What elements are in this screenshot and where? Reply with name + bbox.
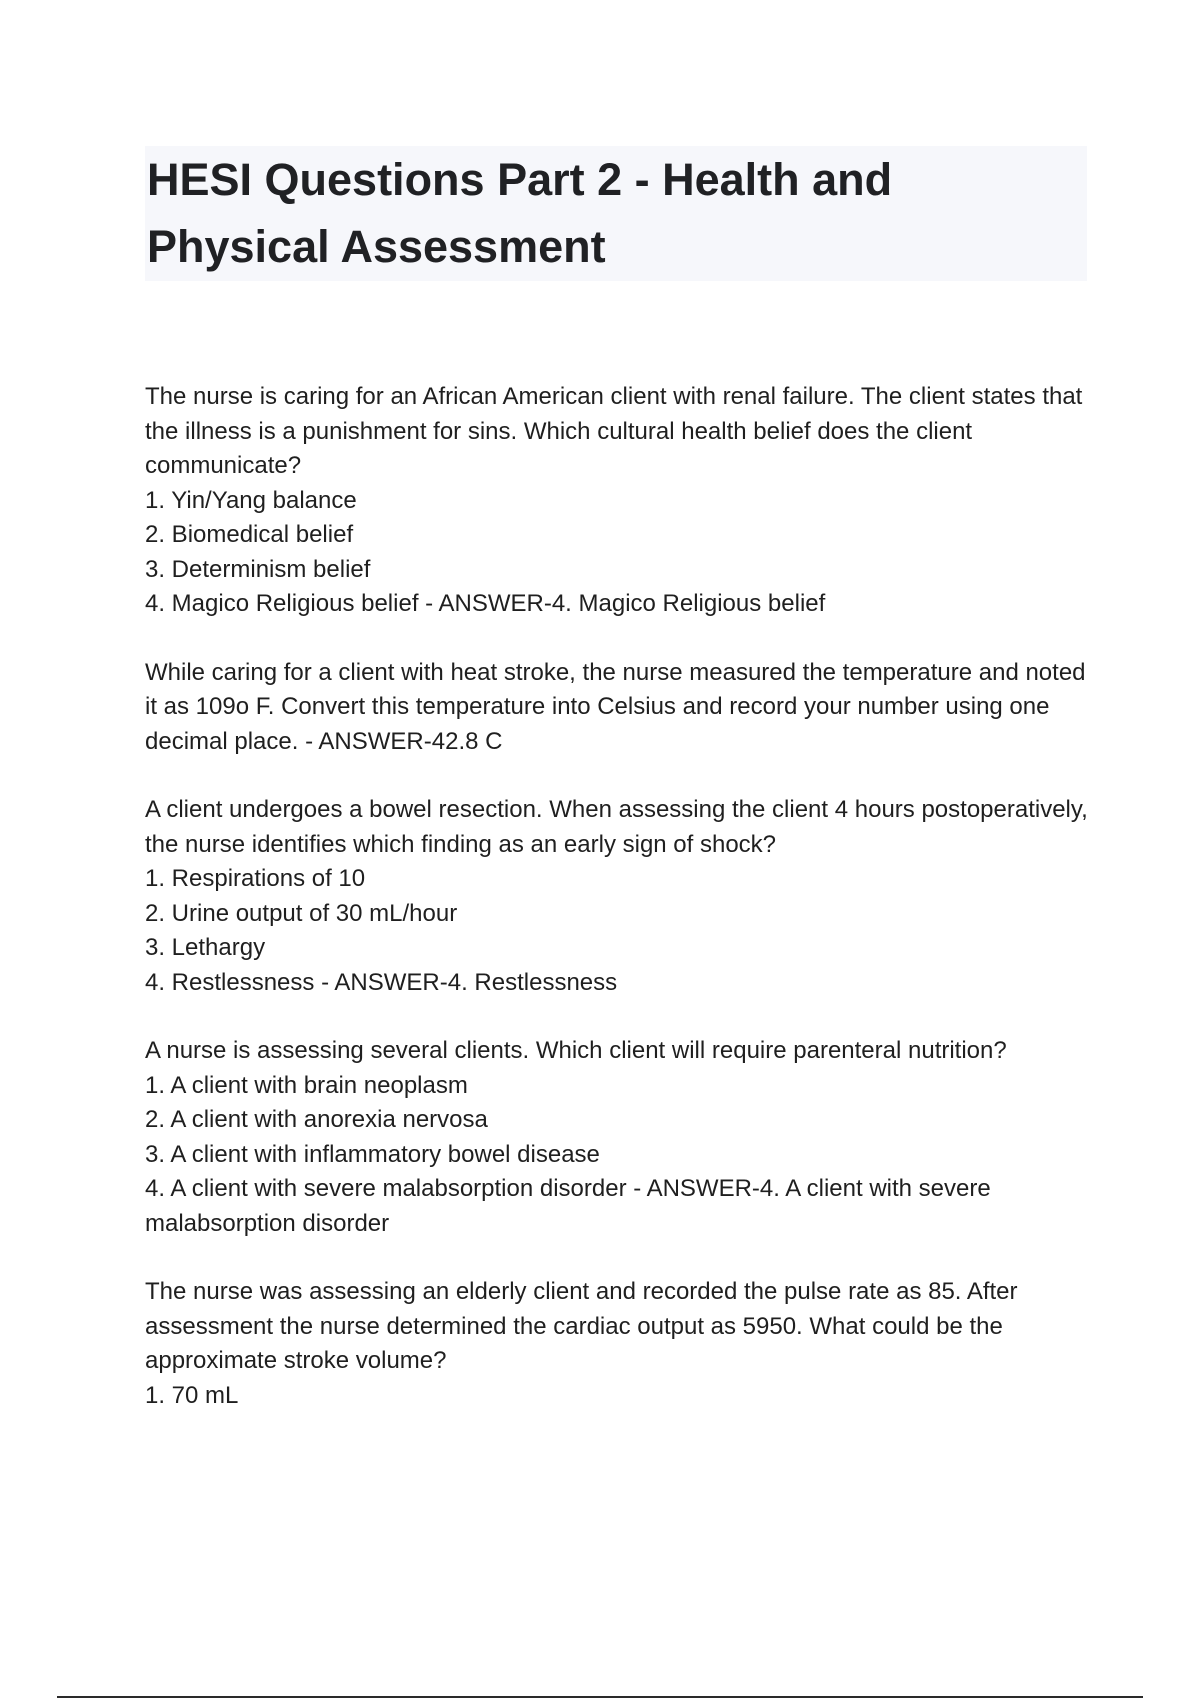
- question-4-text: A nurse is assessing several clients. Which client will require parenteral nutrition?: [145, 1037, 1007, 1064]
- question-3-option-1: 1. Respirations of 10: [145, 865, 366, 892]
- question-3-text: A client undergoes a bowel resection. When assessing the client 4 hours postoperatively, the nurse identifies which finding as an early sign of shock?: [145, 796, 1088, 858]
- question-4: [145, 1034, 1095, 1241]
- page-title: HESI Questions Part 2 - Health and Physical Assessment: [147, 154, 893, 272]
- question-4-option-3: 3. A client with inflammatory bowel disease: [145, 1140, 600, 1168]
- question-3: [145, 793, 1095, 1000]
- question-5-text: The nurse was assessing an elderly client and recorded the pulse rate as 85. After assessment the nurse determined the cardiac output as 5950. What could be the approximate stroke volume?: [145, 1278, 1018, 1374]
- question-3-option-4: 4. Restlessness - ANSWER-4. Restlessness: [145, 968, 618, 996]
- question-3-option-3: 3. Lethargy: [145, 934, 266, 961]
- question-2-text: While caring for a client with heat stroke, the nurse measured the temperature and noted it as 109o F. Convert this temperature into Celsius and record your number using one decimal place. - ANSWER-42.8 C: [145, 658, 1086, 755]
- question-1-option-4: 4. Magico Religious belief - ANSWER-4. Magico Religious belief: [145, 590, 826, 617]
- title-box: [145, 146, 1087, 281]
- question-1-option-3: 3. Determinism belief: [145, 555, 371, 583]
- question-list: [145, 380, 1095, 1447]
- question-5-option-1: 1. 70 mL: [145, 1381, 239, 1409]
- question-2: [145, 656, 1095, 760]
- question-1-text: The nurse is caring for an African American client with renal failure. The client states that the illness is a punishment for sins. Which cultural health belief does the client communicate?: [145, 383, 1083, 479]
- question-4-option-2: 2. A client with anorexia nervosa: [145, 1106, 488, 1133]
- question-5: [145, 1275, 1095, 1413]
- footer-divider: [57, 1696, 1143, 1698]
- question-3-option-2: 2. Urine output of 30 mL/hour: [145, 899, 458, 927]
- question-4-option-1: 1. A client with brain neoplasm: [145, 1071, 468, 1099]
- question-1: [145, 380, 1095, 622]
- question-4-option-4: 4. A client with severe malabsorption disorder - ANSWER-4. A client with severe malabsorption disorder: [145, 1175, 991, 1237]
- question-1-option-2: 2. Biomedical belief: [145, 521, 354, 548]
- question-1-option-1: 1. Yin/Yang balance: [145, 486, 357, 514]
